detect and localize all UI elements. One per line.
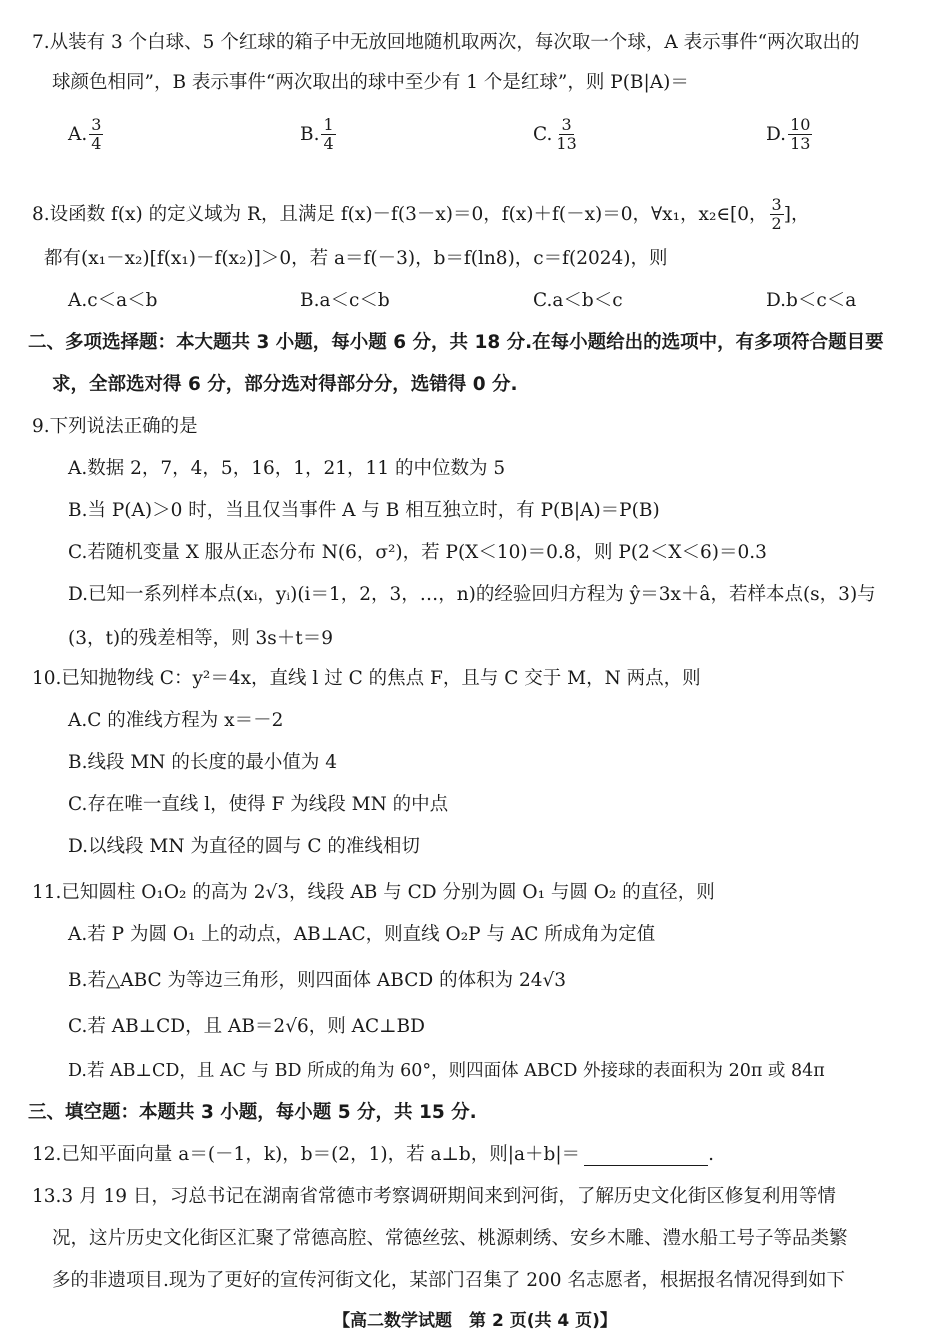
fraction-denominator: 2: [771, 214, 782, 233]
q9-option-b: B.当 P(A)＞0 时，当且仅当事件 A 与 B 相互独立时，有 P(B|A)＝P(B): [68, 500, 660, 521]
q12-answer-blank[interactable]: [584, 1145, 708, 1166]
q10-option-a: A.C 的准线方程为 x＝－2: [68, 710, 284, 731]
q8-interval-fraction: [770, 196, 784, 233]
fraction-numerator: 3: [771, 195, 782, 214]
section3-heading: 三、填空题：本题共 3 小题，每小题 5 分，共 15 分.: [28, 1102, 477, 1123]
page-footer: 【高二数学试题 第 2 页(共 4 页)】: [333, 1311, 617, 1331]
q9-option-c: C.若随机变量 X 服从正态分布 N(6，σ²)，若 P(X＜10)＝0.8，则 P(2＜X＜6)＝0.3: [68, 542, 767, 563]
fraction-denominator: 4: [323, 134, 334, 153]
q11-option-a: A.若 P 为圆 O₁ 上的动点，AB⊥AC，则直线 O₂P 与 AC 所成角为定值: [68, 924, 656, 945]
q8-stem-part1: 8.设函数 f(x) 的定义域为 R，且满足 f(x)－f(3－x)＝0，f(x)＋f(－x)＝0，∀x₁，x₂∈[0，: [32, 203, 768, 225]
fraction-numerator: 3: [91, 115, 102, 134]
q8-stem-line1: [32, 196, 809, 233]
q7-option-c: [533, 116, 579, 153]
option-label: B.: [300, 123, 320, 145]
q9-option-d-line2: (3，t)的残差相等，则 3s＋t＝9: [68, 628, 333, 649]
q13-stem-line2: 况，这片历史文化街区汇聚了常德高腔、常德丝弦、桃源刺绣、安乡木雕、澧水船工号子等品类繁: [52, 1228, 848, 1249]
q8-option-d: D.b＜c＜a: [766, 290, 857, 311]
q9-option-a: A.数据 2，7，4，5，16，1，21，11 的中位数为 5: [68, 458, 506, 479]
q7-stem-line2: 球颜色相同”，B 表示事件“两次取出的球中至少有 1 个是红球”，则 P(B|A)＝: [52, 72, 689, 93]
fraction-numerator: 10: [790, 115, 811, 134]
q10-stem: 10.已知抛物线 C：y²＝4x，直线 l 过 C 的焦点 F，且与 C 交于 M，N 两点，则: [32, 668, 701, 689]
q13-stem-line3: 多的非遗项目.现为了更好的宣传河街文化，某部门召集了 200 名志愿者，根据报名情况得到如下: [52, 1270, 845, 1291]
option-fraction: [89, 116, 103, 153]
section2-heading-line2: 求，全部选对得 6 分，部分选对得部分分，选错得 0 分.: [52, 374, 518, 395]
q12-period: .: [708, 1144, 714, 1165]
fraction-numerator: 1: [323, 115, 334, 134]
q9-option-d-line1: D.已知一系列样本点(xᵢ，yᵢ)(i＝1，2，3，…，n)的经验回归方程为 ŷ＝3x＋â，若样本点(s，3)与: [68, 584, 876, 605]
q8-stem-line2: 都有(x₁－x₂)[f(x₁)－f(x₂)]＞0，若 a＝f(－3)，b＝f(ln8)，c＝f(2024)，则: [44, 248, 668, 269]
q8-option-a: A.c＜a＜b: [68, 290, 158, 311]
fraction-denominator: 13: [556, 134, 577, 153]
q7-stem-line1: 7.从装有 3 个白球、5 个红球的箱子中无放回地随机取两次，每次取一个球，A 表示事件“两次取出的: [32, 32, 860, 53]
q11-option-d: D.若 AB⊥CD，且 AC 与 BD 所成的角为 60°，则四面体 ABCD 外接球的表面积为 20π 或 84π: [68, 1061, 825, 1081]
q7-option-d: [766, 116, 812, 153]
q11-option-b: B.若△ABC 为等边三角形，则四面体 ABCD 的体积为 24√3: [68, 970, 567, 991]
q13-stem-line1: 13.3 月 19 日，习总书记在湖南省常德市考察调研期间来到河街，了解历史文化街区修复利用等情: [32, 1186, 836, 1207]
fraction-denominator: 13: [790, 134, 811, 153]
q8-option-c: C.a＜b＜c: [533, 290, 623, 311]
q10-option-c: C.存在唯一直线 l，使得 F 为线段 MN 的中点: [68, 794, 449, 815]
q10-option-d: D.以线段 MN 为直径的圆与 C 的准线相切: [68, 836, 420, 857]
q12-stem: [32, 1142, 714, 1168]
q7-option-a: [68, 116, 103, 153]
q8-option-b: B.a＜c＜b: [300, 290, 390, 311]
option-label: D.: [766, 123, 787, 145]
option-fraction: [788, 116, 812, 153]
q7-option-b: [300, 116, 336, 153]
q11-stem: 11.已知圆柱 O₁O₂ 的高为 2√3，线段 AB 与 CD 分别为圆 O₁ 与圆 O₂ 的直径，则: [32, 882, 715, 903]
q9-stem: 9.下列说法正确的是: [32, 416, 198, 437]
option-fraction: [321, 116, 335, 153]
q8-stem-part2: ]，: [783, 203, 810, 225]
q12-text: 12.已知平面向量 a＝(－1，k)，b＝(2，1)，若 a⊥b，则|a＋b|＝: [32, 1144, 581, 1165]
q11-option-c: C.若 AB⊥CD，且 AB＝2√6，则 AC⊥BD: [68, 1016, 425, 1037]
section2-heading-line1: 二、多项选择题：本大题共 3 小题，每小题 6 分，共 18 分.在每小题给出的选项中，有多项符合题目要: [28, 332, 884, 353]
option-label: C.: [533, 123, 553, 145]
fraction-numerator: 3: [561, 115, 572, 134]
fraction-denominator: 4: [91, 134, 102, 153]
option-label: A.: [68, 123, 88, 145]
option-fraction: [554, 116, 578, 153]
q10-option-b: B.线段 MN 的长度的最小值为 4: [68, 752, 338, 773]
